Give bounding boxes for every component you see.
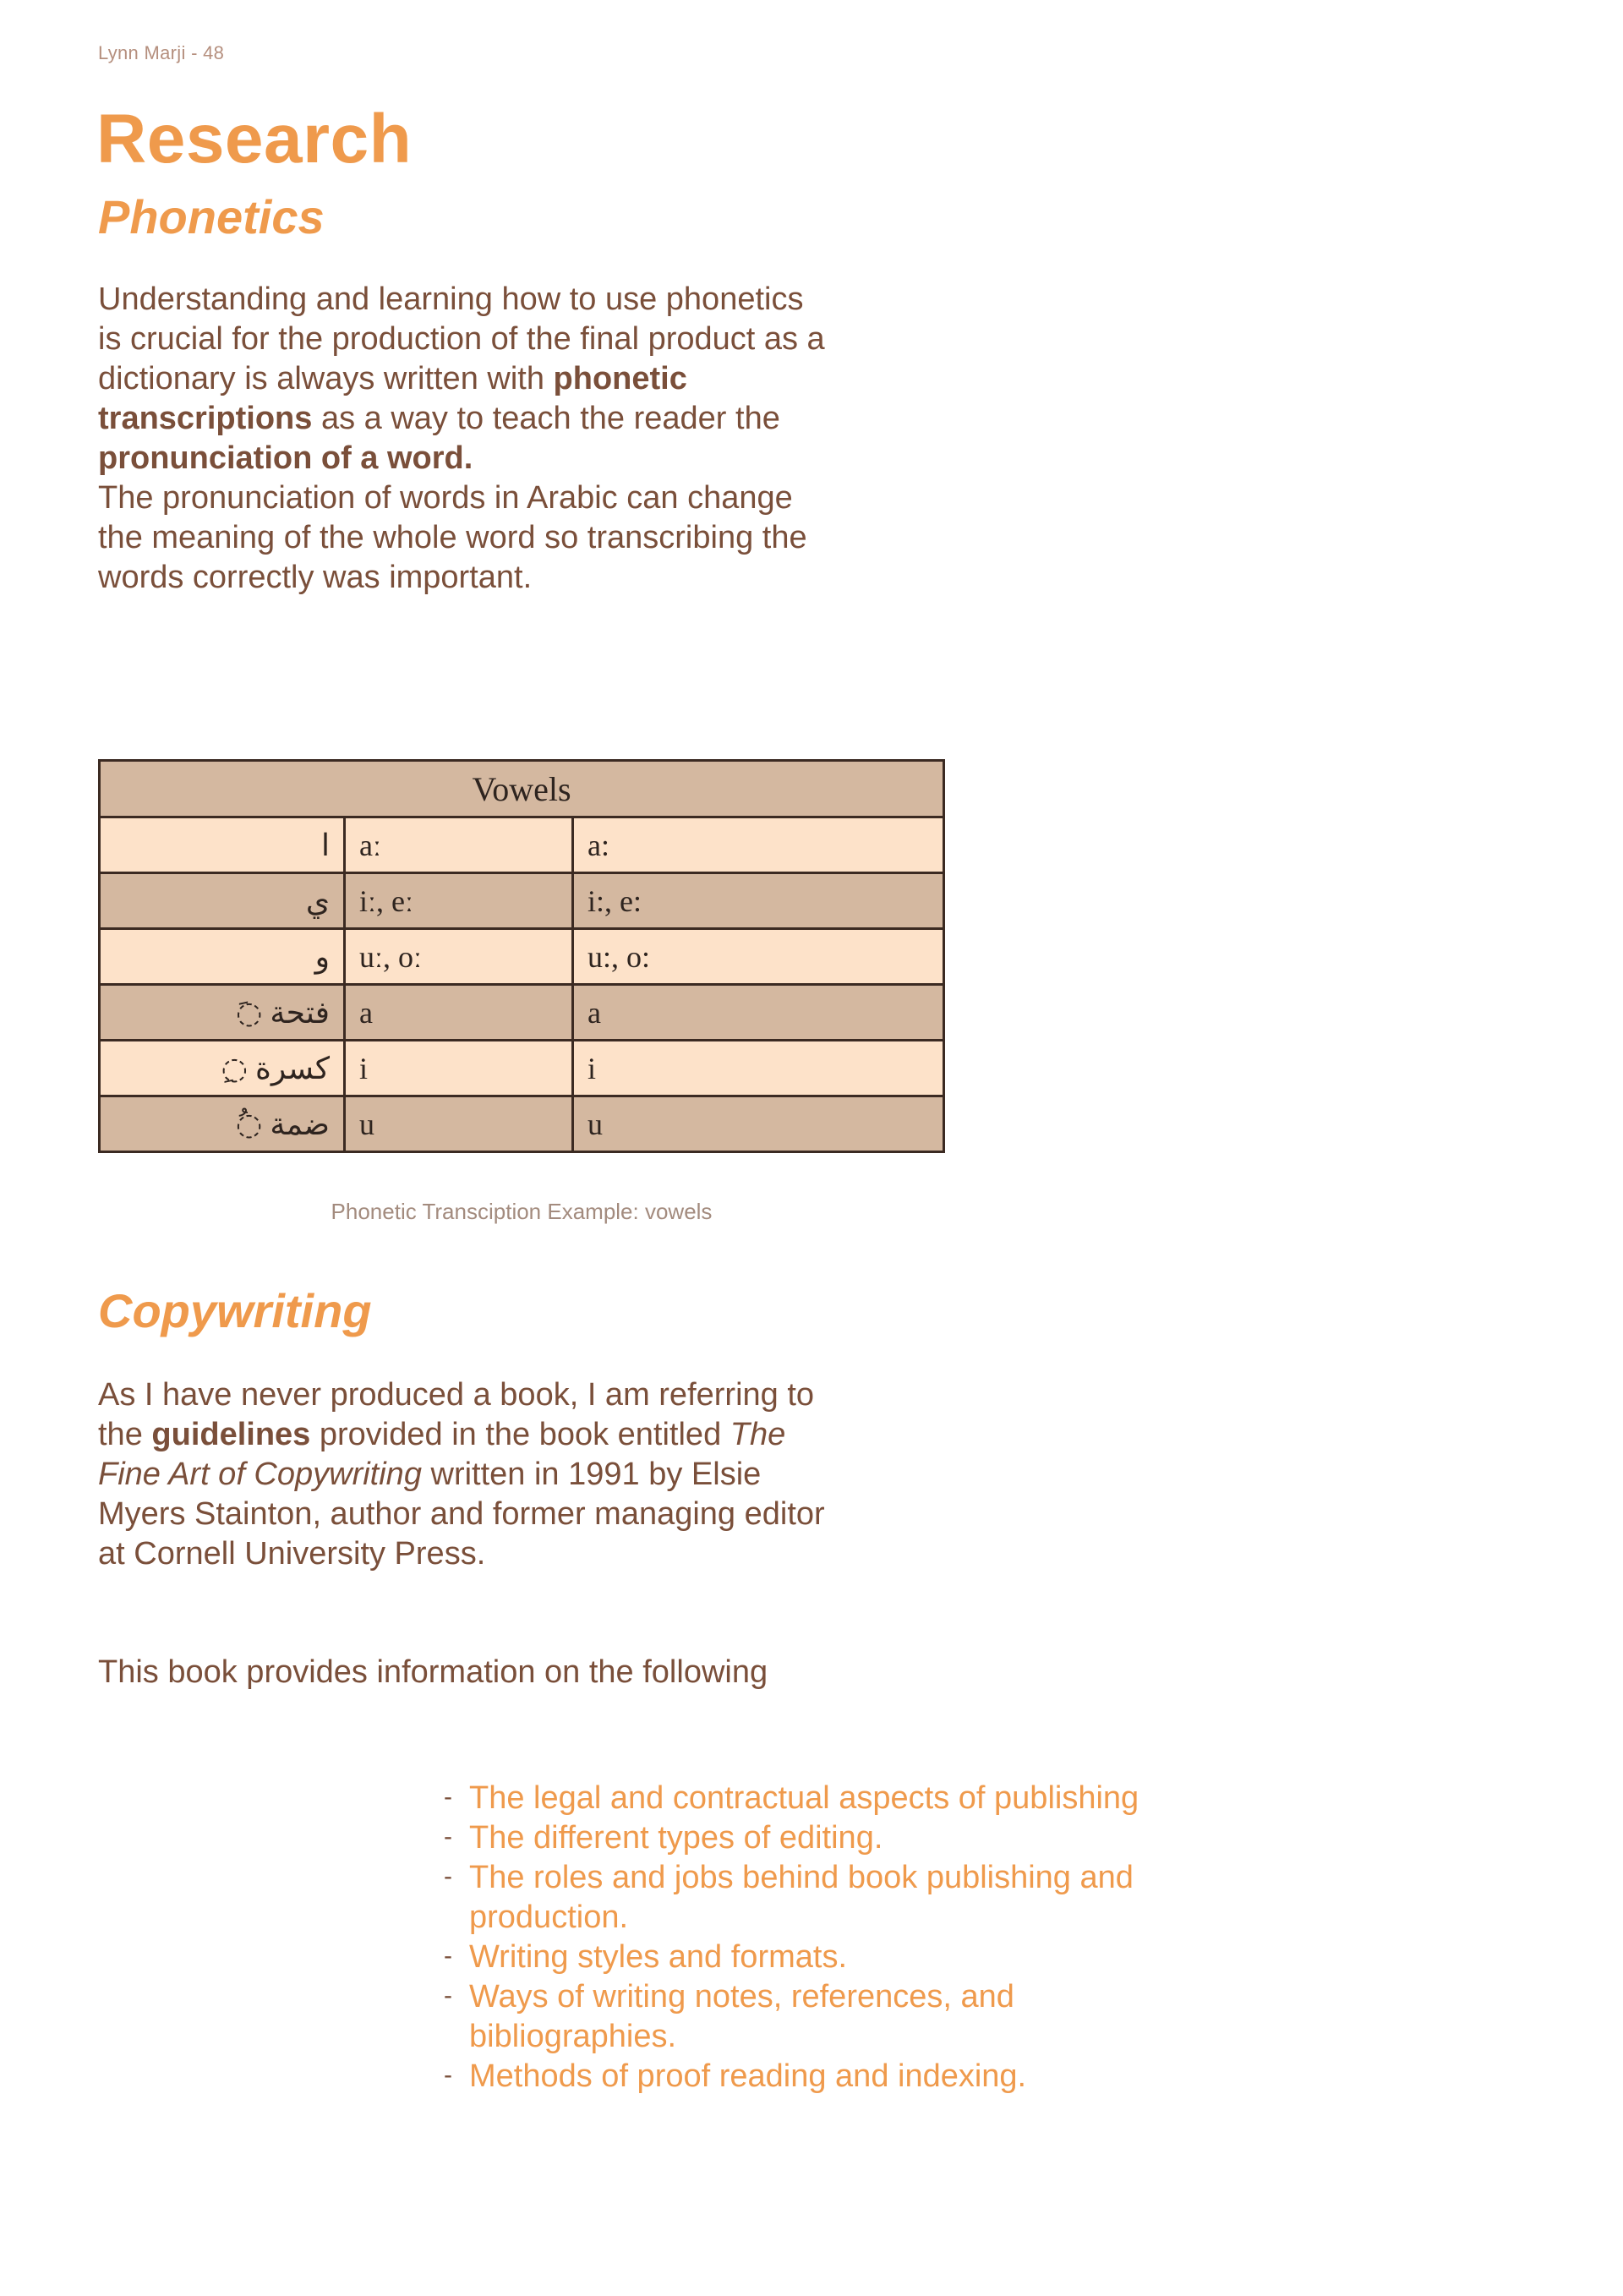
list-item-text: Ways of writing notes, references, and bibliographies.: [469, 1979, 1014, 2054]
ipa-value: u: [345, 1096, 573, 1152]
list-item: [440, 1779, 1200, 1818]
following-paragraph: This book provides information on the following: [98, 1654, 768, 1690]
list-item: [440, 1938, 1200, 1977]
table-row: [100, 817, 944, 873]
transcription-value: i: [573, 1041, 944, 1096]
arabic-letter: فتحة ◌َ: [100, 985, 345, 1041]
transcription-value: u:, o:: [573, 929, 944, 985]
page-title: Research: [96, 101, 413, 178]
vowel-table-title: Vowels: [100, 761, 944, 817]
phonetics-bold-2: pronunciation of a word.: [98, 440, 473, 476]
ipa-value: a: [345, 985, 573, 1041]
phonetics-text-3: The pronunciation of words in Arabic can change the meaning of the whole word so transcribing the words correctly was important.: [98, 480, 807, 595]
transcription-value: i:, e:: [573, 873, 944, 929]
copywriting-paragraph: [98, 1375, 842, 1574]
list-item-text: The different types of editing.: [469, 1820, 883, 1856]
page-header: Lynn Marji - 48: [98, 42, 225, 63]
table-row: [100, 929, 944, 985]
copywriting-bold-1: guidelines: [151, 1417, 311, 1452]
transcription-value: a: [573, 985, 944, 1041]
vowel-table: [98, 759, 945, 1153]
copywriting-text-2: provided in the book entitled: [310, 1417, 730, 1452]
copywriting-heading: Copywriting: [98, 1284, 372, 1337]
dash-bullet: -: [444, 1783, 452, 1811]
dash-bullet: -: [444, 2061, 452, 2089]
book-title: The Fine Art of Copywriting: [98, 1417, 786, 1492]
list-item: [440, 1858, 1200, 1938]
ipa-value: iː, eː: [345, 873, 573, 929]
arabic-letter: ي: [100, 873, 345, 929]
ipa-value: i: [345, 1041, 573, 1096]
phonetics-text-2: as a way to teach the reader the: [312, 401, 780, 436]
transcription-value: a:: [573, 817, 944, 873]
table-row: [100, 1096, 944, 1152]
table-row: [100, 1041, 944, 1096]
copywriting-text-3: written in 1991 by Elsie Myers Stainton, author and former managing editor at Cornell University Press.: [98, 1457, 825, 1572]
copywriting-text-1: As I have never produced a book, I am referring to the: [98, 1377, 815, 1452]
arabic-letter: كسرة ◌ِ: [100, 1041, 345, 1096]
list-item-text: Writing styles and formats.: [469, 1939, 848, 1975]
ipa-value: uː, oː: [345, 929, 573, 985]
arabic-letter: و: [100, 929, 345, 985]
phonetics-text-1: Understanding and learning how to use phonetics is crucial for the production of the final product as a dictionary is always written with: [98, 282, 825, 396]
ipa-value: aː: [345, 817, 573, 873]
arabic-letter: ا: [100, 817, 345, 873]
table-caption: Phonetic Transciption Example: vowels: [331, 1199, 713, 1224]
topics-list: [440, 1779, 1200, 2096]
list-item-text: The legal and contractual aspects of publishing: [469, 1780, 1139, 1816]
transcription-value: u: [573, 1096, 944, 1152]
list-item: [440, 1818, 1200, 1858]
phonetics-heading: Phonetics: [98, 190, 325, 243]
list-item-text: The roles and jobs behind book publishing and production.: [469, 1860, 1134, 1935]
list-item-text: Methods of proof reading and indexing.: [469, 2058, 1027, 2094]
list-item: [440, 1977, 1200, 2057]
table-row: [100, 873, 944, 929]
dash-bullet: -: [444, 1862, 452, 1890]
list-item: [440, 2057, 1200, 2096]
phonetics-paragraph: [98, 280, 825, 598]
dash-bullet: -: [444, 1982, 452, 2009]
table-row: [100, 985, 944, 1041]
phonetics-bold-1: phonetic transcriptions: [98, 361, 687, 436]
dash-bullet: -: [444, 1823, 452, 1850]
dash-bullet: -: [444, 1942, 452, 1970]
arabic-letter: ضمة ◌ُ: [100, 1096, 345, 1152]
